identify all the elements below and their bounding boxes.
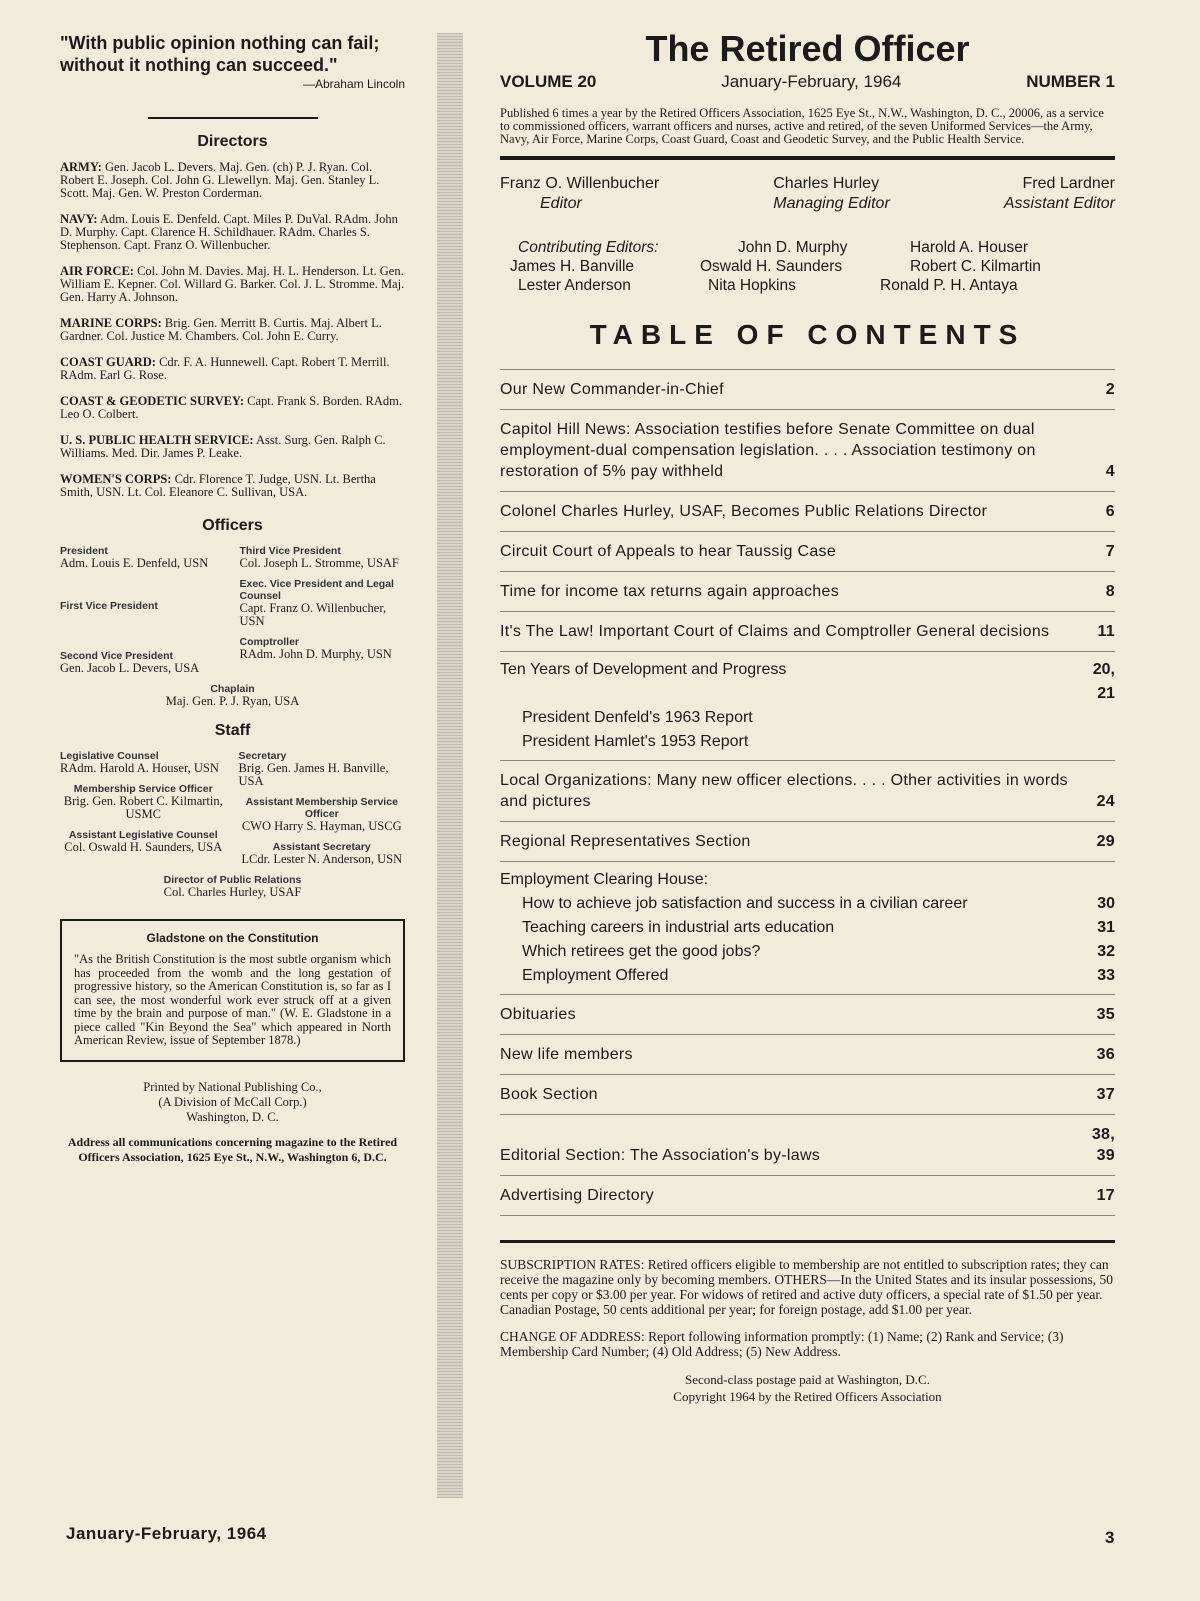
copyright-notice: Copyright 1964 by the Retired Officers Association — [673, 1389, 942, 1404]
staff-title: Staff — [214, 722, 251, 739]
director-group — [60, 265, 405, 304]
editor-title: Managing Editor — [773, 195, 890, 212]
toc-row[interactable] — [500, 492, 1115, 532]
pr-name: Col. Charles Hurley, USAF — [163, 885, 302, 899]
toc-row[interactable] — [500, 1075, 1115, 1115]
director-names: Capt. Frank S. Borden. RAdm. Leo O. Colbert. — [60, 394, 402, 421]
divider — [500, 156, 1115, 160]
employment-section[interactable] — [500, 862, 1115, 995]
editors — [500, 174, 1115, 214]
asst-legislative-role: Assistant Legislative Counsel — [68, 829, 218, 841]
toc-page: 11 — [1097, 623, 1115, 640]
editor-name: Franz O. Willenbucher — [500, 175, 660, 192]
asst-legislative-name: Col. Oswald H. Saunders, USA — [64, 840, 223, 854]
contributor: Lester Anderson — [518, 277, 631, 294]
assistant-editor — [1004, 174, 1115, 214]
toc-entry: Our New Commander-in-Chief — [500, 381, 724, 398]
membership-name: Brig. Gen. Robert C. Kilmartin, USMC — [63, 794, 223, 821]
toc-entry: Obituaries — [500, 1006, 576, 1023]
contributing-editors — [500, 238, 1115, 295]
managing-editor — [773, 174, 890, 214]
asst-membership-name: CWO Harry S. Hayman, USCG — [241, 819, 402, 833]
exec-vp-role: Exec. Vice President and Legal Counsel — [239, 578, 394, 602]
exec-vp-name: Capt. Franz O. Willenbucher, USN — [239, 601, 387, 628]
printer-line: (A Division of McCall Corp.) — [158, 1094, 307, 1109]
gladstone-body: "As the British Constitution is the most subtle organism which has proceeded from the womb and the long gestation of progressive history, so the American Constitution is, so far as I can see, the most wonderful work ever struck off at a given time by the brain and purpose of man." (W. E. Gladstone in a piece called "Kin Beyond the Sea" which appeared in North American Review, issue of September 1878.) — [74, 952, 391, 1047]
toc-page: 37 — [1096, 1086, 1115, 1103]
toc-page: 7 — [1105, 543, 1115, 560]
toc-row[interactable] — [500, 370, 1115, 410]
legislative-role: Legislative Counsel — [60, 750, 159, 762]
contrib-label: Contributing Editors: — [518, 239, 659, 256]
branch-label: U. S. PUBLIC HEALTH SERVICE: — [60, 433, 254, 447]
contributor: John D. Murphy — [738, 239, 848, 256]
editor — [500, 174, 659, 214]
printer-line: Printed by National Publishing Co., — [143, 1079, 322, 1094]
toc-subentry: Teaching careers in industrial arts education — [522, 919, 835, 936]
toc-row[interactable] — [500, 1176, 1115, 1216]
divider — [148, 117, 318, 119]
toc-page: 8 — [1105, 583, 1115, 600]
issue-date: January-February, 1964 — [721, 72, 902, 91]
branch-label: ARMY: — [60, 160, 102, 174]
toc-entry: Capitol Hill News: Association testifies before Senate Committee on dual employment-dual compensation legislation. . . . Association testimony on restoration of 5% pay withheld — [500, 421, 1036, 480]
toc-entry: Regional Representatives Section — [500, 833, 751, 850]
director-names: Cdr. F. A. Hunnewell. Capt. Robert T. Merrill. RAdm. Earl G. Rose. — [60, 355, 390, 382]
toc-entry: Ten Years of Development and Progress — [500, 661, 787, 678]
footer-date: January-February, 1964 — [66, 1524, 267, 1543]
director-names: Cdr. Florence T. Judge, USN. Lt. Bertha Smith, USN. Lt. Col. Eleanore C. Sullivan, USA. — [60, 472, 376, 499]
mailing-address: Address all communications concerning magazine to the Retired Officers Association, 1625 Eye St., N.W., Washington 6, D.C. — [67, 1134, 398, 1164]
director-group — [60, 395, 405, 421]
toc-subentry: President Hamlet's 1953 Report — [522, 733, 749, 750]
contributor: Nita Hopkins — [708, 277, 796, 294]
editor-title: Editor — [540, 195, 582, 212]
toc-row[interactable] — [500, 532, 1115, 572]
chaplain-name: Maj. Gen. P. J. Ryan, USA — [165, 694, 300, 708]
toc-entry: Colonel Charles Hurley, USAF, Becomes Public Relations Director — [500, 503, 988, 520]
asst-secretary-name: LCdr. Lester N. Anderson, USN — [241, 852, 403, 866]
right-column — [500, 28, 1115, 1405]
gladstone-box — [60, 919, 405, 1062]
director-group — [60, 161, 405, 200]
secretary-name: Brig. Gen. James H. Banville, USA — [238, 761, 389, 788]
contributor: Oswald H. Saunders — [700, 258, 843, 275]
toc-row[interactable] — [500, 410, 1115, 492]
contributor: James H. Banville — [510, 258, 635, 275]
toc-row[interactable] — [500, 995, 1115, 1035]
director-group — [60, 434, 405, 460]
directors-title: Directors — [197, 133, 268, 150]
toc-row[interactable] — [500, 652, 1115, 761]
legislative-name: RAdm. Harold A. Houser, USN — [60, 761, 219, 775]
change-of-address: CHANGE OF ADDRESS: Report following information promptly: (1) Name; (2) Rank and Service; (3) Membership Card Number; (4) Old Address; (5) New Address. — [500, 1329, 1064, 1359]
branch-label: COAST & GEODETIC SURVEY: — [60, 394, 244, 408]
toc-subentry: How to achieve job satisfaction and success in a civilian career — [522, 895, 968, 912]
toc-row[interactable] — [500, 1035, 1115, 1075]
second-vp-role: Second Vice President — [60, 650, 174, 662]
toc-page: 17 — [1096, 1187, 1115, 1204]
toc-entry: Time for income tax returns again approaches — [500, 583, 839, 600]
issue-number: NUMBER 1 — [1026, 72, 1115, 91]
toc-row[interactable] — [500, 822, 1115, 862]
toc-page: 31 — [1097, 919, 1115, 936]
binding-gutter — [437, 33, 463, 1498]
editor-name: Fred Lardner — [1022, 175, 1115, 192]
gladstone-title: Gladstone on the Constitution — [146, 931, 319, 945]
director-group — [60, 213, 405, 252]
branch-label: AIR FORCE: — [60, 264, 134, 278]
toc-page: 33 — [1097, 967, 1115, 984]
toc-page: 2 — [1105, 381, 1115, 398]
toc-page: 38, 39 — [1091, 1126, 1115, 1164]
toc-entry: Book Section — [500, 1086, 598, 1103]
officers-title: Officers — [202, 517, 263, 534]
secretary-role: Secretary — [238, 750, 287, 762]
director-group — [60, 473, 405, 499]
third-vp-role: Third Vice President — [239, 545, 341, 557]
branch-label: COAST GUARD: — [60, 355, 156, 369]
membership-role: Membership Service Officer — [73, 783, 213, 795]
toc-entry: Advertising Directory — [500, 1187, 654, 1204]
editor-title: Assistant Editor — [1003, 195, 1115, 212]
toc-entry: It's The Law! Important Court of Claims and Comptroller General decisions — [500, 623, 1050, 640]
toc-page: 30 — [1097, 895, 1115, 912]
toc-page: 36 — [1096, 1046, 1115, 1063]
printer-line: Washington, D. C. — [186, 1109, 279, 1124]
toc-page: 35 — [1096, 1006, 1115, 1023]
pr-role: Director of Public Relations — [163, 874, 302, 886]
toc-subentry: Which retirees get the good jobs? — [522, 943, 761, 960]
asst-membership-role: Assistant Membership Service Officer — [245, 796, 398, 820]
branch-label: NAVY: — [60, 212, 98, 226]
first-vp-role: First Vice President — [60, 600, 158, 612]
branch-label: WOMEN'S CORPS: — [60, 472, 172, 486]
officers-grid — [60, 545, 405, 683]
toc-page: 29 — [1096, 833, 1115, 850]
toc-page: 20, 21 — [1092, 661, 1115, 702]
second-vp-name: Gen. Jacob L. Devers, USA — [60, 661, 200, 675]
staff-grid — [60, 750, 405, 874]
toc-entry: Employment Clearing House: — [500, 871, 709, 888]
president-role: President — [60, 545, 108, 557]
postage-notice: Second-class postage paid at Washington, D.C. — [685, 1372, 930, 1387]
toc-page: 6 — [1105, 503, 1115, 520]
toc-row[interactable] — [500, 572, 1115, 612]
director-names: Gen. Jacob L. Devers. Maj. Gen. (ch) P. J. Ryan. Col. Robert E. Joseph. Col. John G. Llewellyn. Maj. Gen. Stanley L. Scott. Maj. Gen. W. Preston Corderman. — [60, 160, 380, 200]
printer-info — [60, 1080, 405, 1125]
left-column — [60, 32, 405, 1165]
toc-row[interactable] — [500, 1115, 1115, 1176]
toc-row[interactable] — [500, 761, 1115, 822]
toc-page: 32 — [1097, 943, 1115, 960]
lincoln-quote: "With public opinion nothing can fail; without it nothing can succeed." — [60, 33, 380, 75]
asst-secretary-role: Assistant Secretary — [272, 841, 371, 853]
divider — [500, 1240, 1115, 1243]
toc-subentry: President Denfeld's 1963 Report — [522, 709, 753, 726]
third-vp-name: Col. Joseph L. Stromme, USAF — [239, 556, 399, 570]
toc-entry: Local Organizations: Many new officer elections. . . . Other activities in words and pictures — [500, 772, 1068, 810]
director-names: Col. John M. Davies. Maj. H. L. Henderson. Lt. Gen. William E. Kepner. Col. Willard G. Barker. Col. J. L. Stromme. Maj. Gen. Harry A. Johnson. — [60, 264, 405, 304]
toc-entry: Editorial Section: The Association's by-laws — [500, 1147, 821, 1164]
director-names: Adm. Louis E. Denfeld. Capt. Miles P. DuVal. RAdm. John D. Murphy. Capt. Clarence H. Schildhauer. RAdm. Charles S. Stephenson. Capt. Franz O. Willenbucher. — [60, 212, 398, 252]
director-group — [60, 317, 405, 343]
contributor: Harold A. Houser — [910, 239, 1029, 256]
director-names: Asst. Surg. Gen. Ralph C. Williams. Med. Dir. James P. Leake. — [60, 433, 386, 460]
director-names: Brig. Gen. Merritt B. Curtis. Maj. Albert L. Gardner. Col. Justice M. Chambers. Col. John E. Curry. — [60, 316, 382, 343]
chaplain-role: Chaplain — [210, 683, 255, 695]
editor-name: Charles Hurley — [773, 175, 880, 192]
masthead: The Retired Officer — [645, 28, 970, 69]
toc-row[interactable] — [500, 612, 1115, 652]
subscription-rates: SUBSCRIPTION RATES: Retired officers eligible to membership are not entitled to subscription rates; they can receive the magazine only by becoming members. OTHERS—In the United States and its insular possessions, 50 cents per copy or $3.00 per year. For widows of retired and active duty officers, a special rate of $1.50 per year. Canadian Postage, 50 cents additional per year; for foreign postage, add $1.00 per year. — [500, 1257, 1114, 1317]
director-group — [60, 356, 405, 382]
directors-list — [60, 161, 405, 499]
toc-page: 24 — [1096, 793, 1115, 810]
comptroller-role: Comptroller — [239, 636, 300, 648]
publication-statement: Published 6 times a year by the Retired Officers Association, 1625 Eye St., N.W., Washington, D. C., 20006, as a service to commissioned officers, warrant officers and nurses, active and retired, of the seven Uniformed Services—the Army, Navy, Air Force, Marine Corps, Coast Guard, Coast and Geodetic Survey, and the Public Health Service. — [500, 106, 1104, 146]
comptroller-name: RAdm. John D. Murphy, USN — [239, 647, 392, 661]
toc-title: TABLE OF CONTENTS — [589, 319, 1026, 350]
quote-attribution: —Abraham Lincoln — [302, 77, 405, 91]
toc-entry: New life members — [500, 1046, 633, 1063]
president-name: Adm. Louis E. Denfeld, USN — [60, 556, 209, 570]
toc-page: 4 — [1105, 463, 1115, 480]
table-of-contents — [500, 369, 1115, 1216]
contributor: Ronald P. H. Antaya — [880, 277, 1018, 294]
volume: VOLUME 20 — [500, 72, 597, 91]
toc-subentry: Employment Offered — [522, 967, 669, 984]
contributor: Robert C. Kilmartin — [910, 258, 1041, 275]
page-number: 3 — [1105, 1528, 1115, 1547]
issue-line — [500, 72, 1115, 92]
branch-label: MARINE CORPS: — [60, 316, 162, 330]
toc-entry: Circuit Court of Appeals to hear Taussig Case — [500, 543, 837, 560]
